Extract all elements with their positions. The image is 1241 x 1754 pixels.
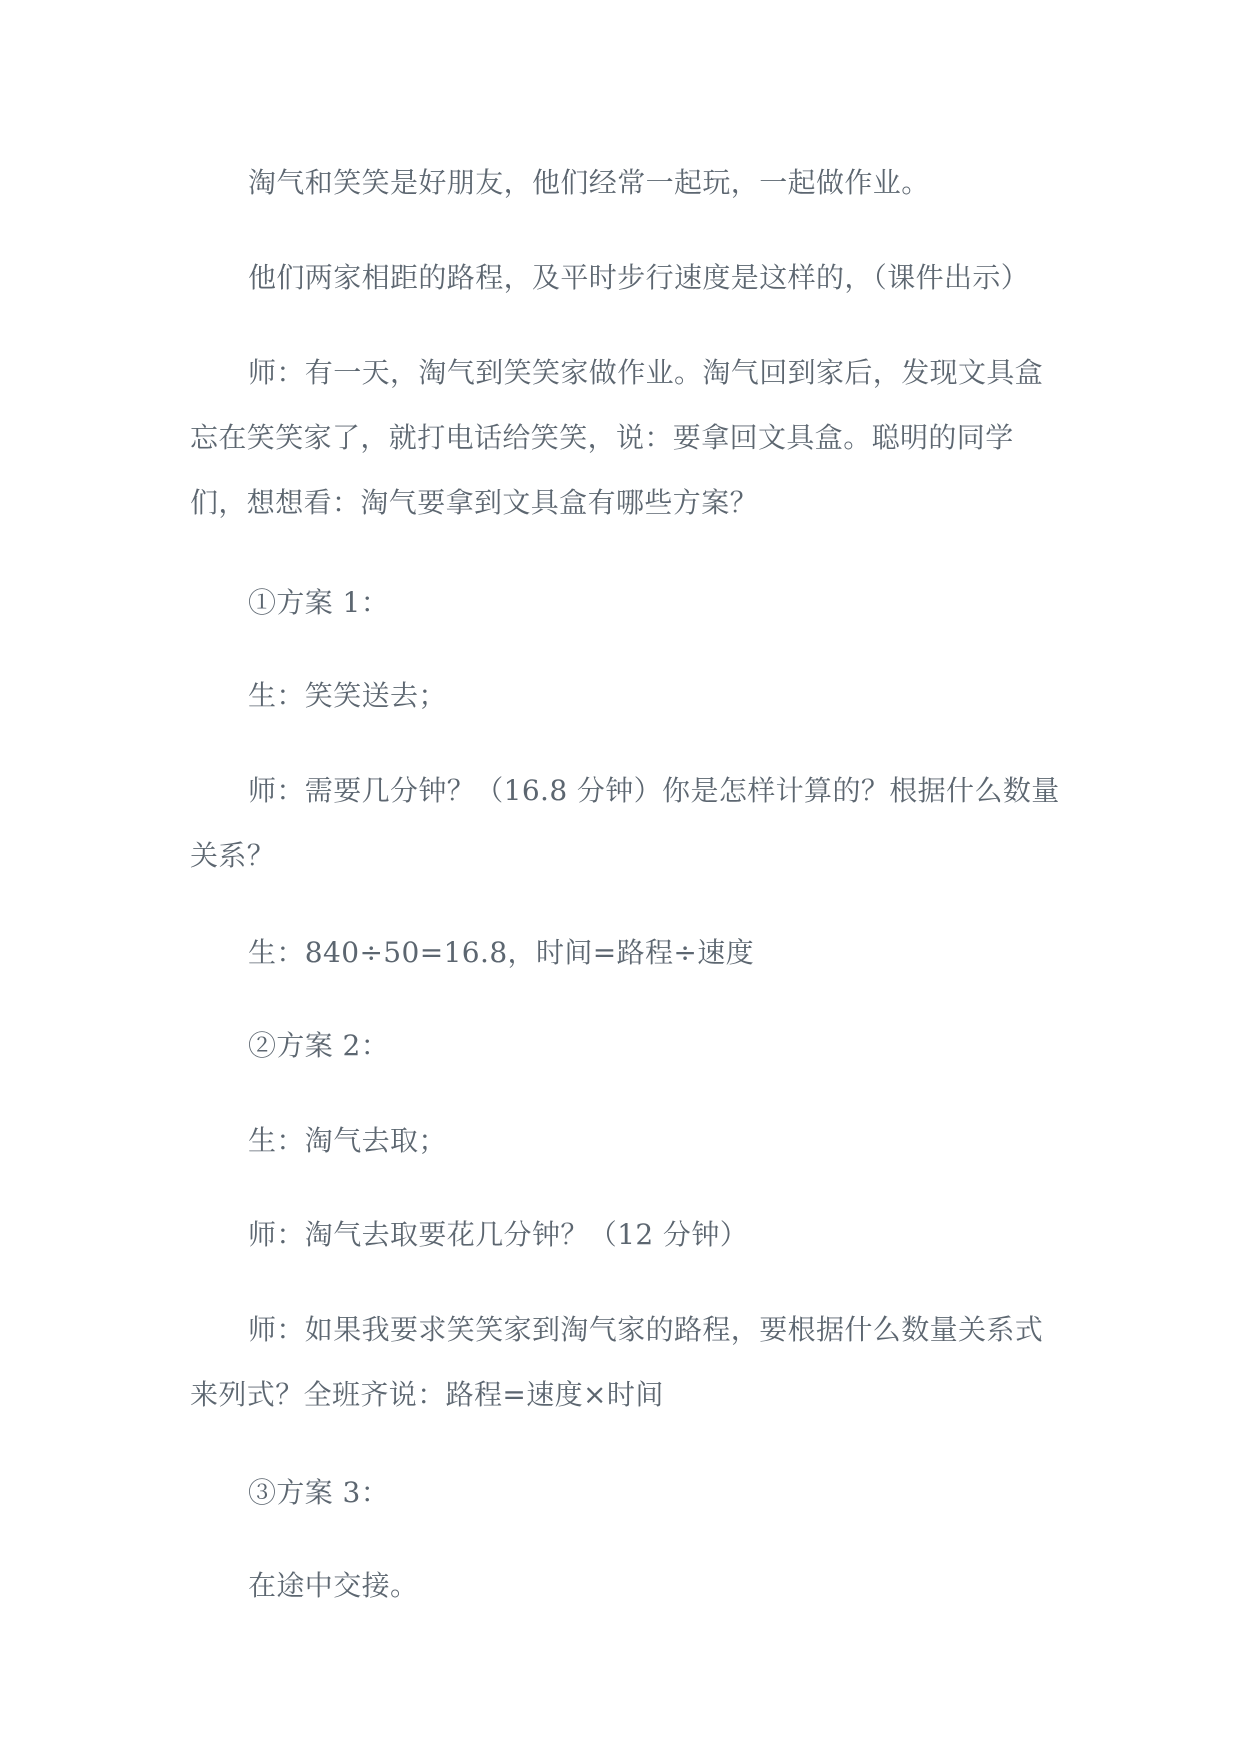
paragraph-teacher-question-4: 师：如果我要求笑笑家到淘气家的路程，要根据什么数量关系式来列式？全班齐说：路程=速度×时间: [190, 1313, 1044, 1411]
paragraph-teacher-question-3: 师：淘气去取要花几分钟？（12 分钟）: [248, 1218, 749, 1251]
paragraph-intro: 淘气和笑笑是好朋友，他们经常一起玩，一起做作业。: [248, 166, 930, 199]
paragraph-plan-1: ①方案 1：: [248, 586, 390, 619]
paragraph-student-answer-1: 生：笑笑送去；: [248, 679, 447, 712]
paragraph-distance-speed: 他们两家相距的路程，及平时步行速度是这样的，（课件出示）: [248, 261, 1030, 294]
document-page: [190, 0, 1070, 1754]
paragraph-teacher-question: 师：有一天，淘气到笑笑家做作业。淘气回到家后，发现文具盒忘在笑笑家了，就打电话给笑笑，说：要拿回文具盒。聪明的同学们，想想看：淘气要拿到文具盒有哪些方案？: [190, 356, 1044, 519]
paragraph-plan-3: ③方案 3：: [248, 1476, 390, 1509]
paragraph-student-calc: 生：840÷50=16.8，时间=路程÷速度: [248, 936, 755, 969]
paragraph-student-answer-2: 生：淘气去取；: [248, 1124, 447, 1157]
paragraph-plan-2: ②方案 2：: [248, 1029, 390, 1062]
paragraph-handover: 在途中交接。: [248, 1569, 419, 1602]
paragraph-teacher-question-2: 师：需要几分钟？（16.8 分钟）你是怎样计算的？根据什么数量关系？: [190, 774, 1060, 872]
